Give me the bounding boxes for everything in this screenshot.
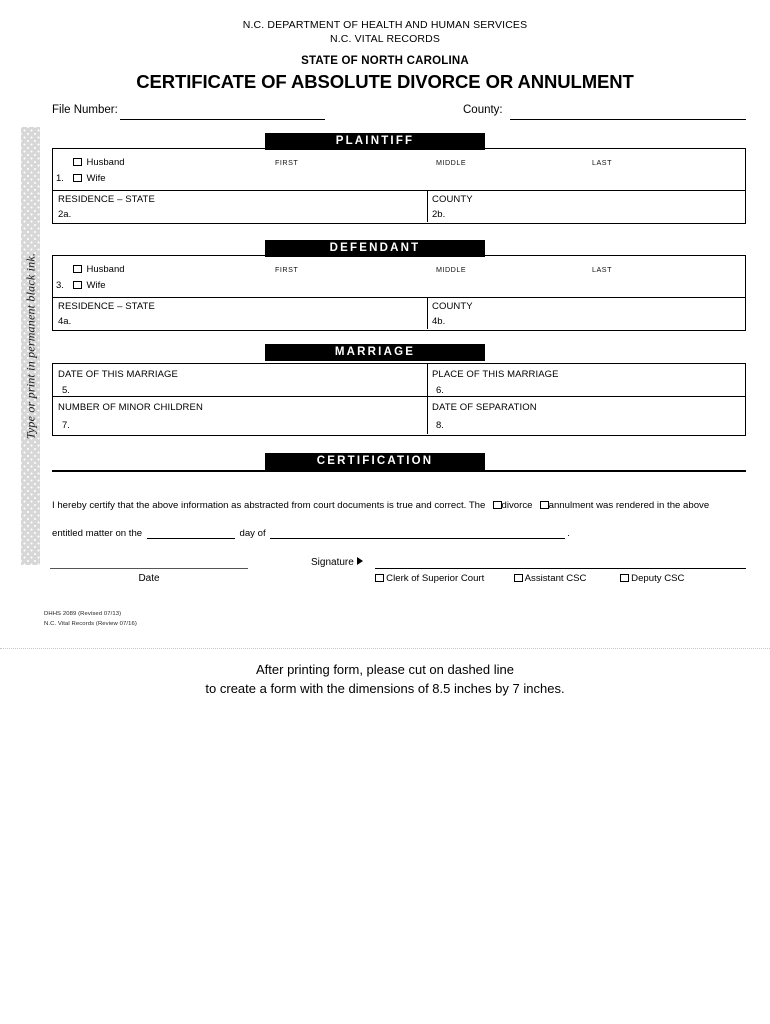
marriage-minor-children-label: NUMBER OF MINOR CHILDREN <box>58 402 203 413</box>
plaintiff-name-row <box>53 149 745 191</box>
defendant-county-number: 4b. <box>432 316 446 327</box>
annulment-label: annulment <box>548 500 594 511</box>
certification-text-part1: I hereby certify that the above information as abstracted from court documents is true and correct. The <box>52 500 486 511</box>
certification-statement-line1 <box>52 500 709 511</box>
day-of-label: day of <box>239 528 266 539</box>
plaintiff-col-middle: MIDDLE <box>436 158 467 167</box>
marriage-date-number: 5. <box>62 385 70 396</box>
checkbox-icon[interactable] <box>514 574 523 583</box>
signature-label-wrap <box>311 557 363 568</box>
plaintiff-county-label: COUNTY <box>432 194 473 205</box>
defendant-county-label: COUNTY <box>432 301 473 312</box>
defendant-residence-state-number: 4a. <box>58 316 72 327</box>
marriage-place-label: PLACE OF THIS MARRIAGE <box>432 369 559 380</box>
section-banner-certification: CERTIFICATION <box>265 453 485 470</box>
plaintiff-husband-label: Husband <box>86 157 125 168</box>
state-name: STATE OF NORTH CAROLINA <box>301 55 469 67</box>
signature-input[interactable] <box>375 568 746 569</box>
defendant-residence-state-label: RESIDENCE – STATE <box>58 301 155 312</box>
checkbox-icon[interactable] <box>73 265 82 274</box>
county-input[interactable] <box>510 119 746 120</box>
marriage-row2-divider <box>427 397 428 434</box>
signature-label: Signature <box>311 557 354 568</box>
marriage-separation-label: DATE OF SEPARATION <box>432 402 537 413</box>
month-year-input[interactable] <box>270 529 565 539</box>
plaintiff-col-first: FIRST <box>275 158 299 167</box>
agency-name: N.C. DEPARTMENT OF HEALTH AND HUMAN SERVICES <box>242 19 528 31</box>
print-instruction-band <box>21 127 40 565</box>
marriage-date-label: DATE OF THIS MARRIAGE <box>58 369 178 380</box>
marriage-place-number: 6. <box>436 385 444 396</box>
defendant-residence-row <box>53 298 745 329</box>
defendant-item-number: 3. <box>56 280 64 291</box>
plaintiff-box <box>52 148 746 224</box>
certification-divider-rule <box>52 470 746 472</box>
arrow-right-icon <box>357 557 363 565</box>
form-id-vital-records: N.C. Vital Records (Review 07/16) <box>44 621 137 627</box>
certification-period: . <box>567 528 570 539</box>
print-note-line2: to create a form with the dimensions of 8.5 inches by 7 inches. <box>205 681 565 696</box>
section-banner-defendant: DEFENDANT <box>265 240 485 257</box>
print-instruction-text: Type or print in permanent black ink. <box>23 252 37 440</box>
checkbox-icon[interactable] <box>73 158 82 167</box>
cut-dashed-line <box>0 648 770 649</box>
clerk-checkbox-row[interactable] <box>375 573 484 584</box>
divorce-label: divorce <box>501 500 533 511</box>
form-id-dhhs: DHHS 2089 (Revised 07/13) <box>44 611 122 617</box>
checkbox-icon[interactable] <box>540 501 549 510</box>
checkbox-icon[interactable] <box>493 501 502 510</box>
print-note-line1: After printing form, please cut on dashed line <box>256 662 514 677</box>
defendant-name-row <box>53 256 745 298</box>
section-banner-plaintiff: PLAINTIFF <box>265 133 485 150</box>
certification-statement-line2 <box>52 528 570 539</box>
plaintiff-col-last: LAST <box>592 158 612 167</box>
defendant-col-middle: MIDDLE <box>436 265 467 274</box>
section-banner-marriage: MARRIAGE <box>265 344 485 361</box>
entitled-matter-label: entitled matter on the <box>52 528 143 539</box>
page-title: CERTIFICATE OF ABSOLUTE DIVORCE OR ANNULMENT <box>136 71 634 92</box>
day-input[interactable] <box>147 529 235 539</box>
plaintiff-husband-checkbox-row[interactable] <box>73 157 125 168</box>
defendant-col-last: LAST <box>592 265 612 274</box>
plaintiff-residence-state-number: 2a. <box>58 209 72 220</box>
marriage-box <box>52 363 746 436</box>
date-signature-input[interactable] <box>50 568 248 569</box>
file-number-input[interactable] <box>120 119 325 120</box>
file-number-label: File Number: <box>52 104 118 116</box>
deputy-csc-label: Deputy CSC <box>631 573 685 584</box>
defendant-husband-checkbox-row[interactable] <box>73 264 125 275</box>
defendant-husband-label: Husband <box>86 264 125 275</box>
defendant-wife-checkbox-row[interactable] <box>73 280 106 291</box>
checkbox-icon[interactable] <box>73 174 82 183</box>
assistant-csc-checkbox-row[interactable] <box>514 573 587 584</box>
plaintiff-wife-checkbox-row[interactable] <box>73 173 106 184</box>
date-label: Date <box>138 573 160 584</box>
file-number-county-row <box>0 104 770 122</box>
defendant-residence-divider <box>427 298 428 329</box>
checkbox-icon[interactable] <box>620 574 629 583</box>
clerk-of-superior-court-label: Clerk of Superior Court <box>386 573 485 584</box>
plaintiff-item-number: 1. <box>56 173 64 184</box>
marriage-row1-divider <box>427 364 428 396</box>
plaintiff-county-number: 2b. <box>432 209 446 220</box>
defendant-box <box>52 255 746 331</box>
plaintiff-residence-divider <box>427 191 428 222</box>
office-name: N.C. VITAL RECORDS <box>329 33 441 45</box>
plaintiff-residence-state-label: RESIDENCE – STATE <box>58 194 155 205</box>
defendant-col-first: FIRST <box>275 265 299 274</box>
plaintiff-residence-row <box>53 191 745 222</box>
marriage-minor-children-number: 7. <box>62 420 70 431</box>
certification-text-part2: was rendered in the above <box>596 500 710 511</box>
plaintiff-wife-label: Wife <box>86 173 106 184</box>
checkbox-icon[interactable] <box>375 574 384 583</box>
assistant-csc-label: Assistant CSC <box>524 573 587 584</box>
county-label: County: <box>463 104 503 116</box>
defendant-wife-label: Wife <box>86 280 106 291</box>
marriage-separation-number: 8. <box>436 420 444 431</box>
deputy-csc-checkbox-row[interactable] <box>620 573 685 584</box>
checkbox-icon[interactable] <box>73 281 82 290</box>
